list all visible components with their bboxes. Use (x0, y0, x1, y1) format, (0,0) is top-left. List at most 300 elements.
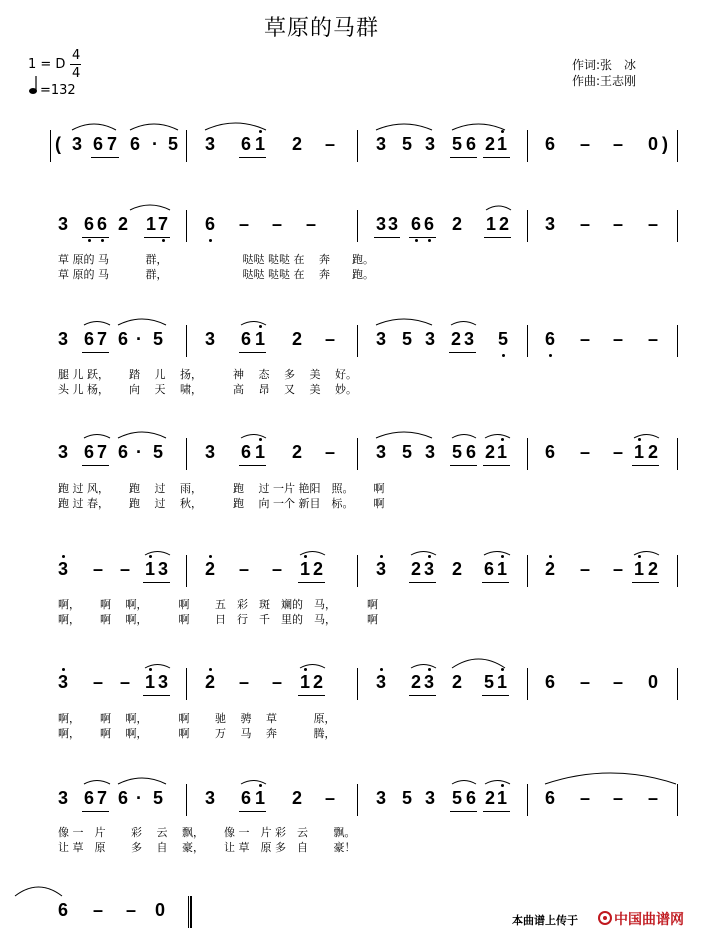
bar-line (677, 784, 678, 816)
note-glyph: 1 (497, 559, 508, 579)
bar-line (186, 325, 187, 357)
note-glyph: 2 (411, 559, 422, 579)
note-glyph: 6 (97, 214, 108, 234)
octave-dot-high (62, 668, 65, 671)
beam-line (450, 811, 477, 812)
note-glyph: – (325, 329, 336, 349)
note-glyph: 3 (376, 788, 387, 808)
note-glyph: 6 (545, 442, 556, 462)
note-glyph: 2 (452, 559, 463, 579)
bar-line (186, 438, 187, 470)
note-glyph: – (580, 442, 591, 462)
slur-arc (130, 205, 170, 210)
note-glyph: 2 (313, 559, 324, 579)
bar-line (527, 130, 528, 162)
site-name: 中国曲谱网 (614, 912, 684, 928)
time-signature-top: 4 (72, 48, 81, 63)
note-glyph: – (126, 900, 137, 920)
note-glyph: 3 (158, 559, 169, 579)
note-glyph: 5 (452, 788, 463, 808)
note-glyph: 3 (158, 672, 169, 692)
bar-line (357, 210, 358, 242)
slur-arc (376, 124, 432, 130)
note-glyph: – (580, 788, 591, 808)
slur-arc (376, 319, 432, 325)
note-glyph: 3 (58, 329, 69, 349)
note-glyph: 5 (402, 442, 413, 462)
slur-arc (411, 665, 436, 669)
note-glyph: 1 (497, 134, 508, 154)
note-glyph: 5 (402, 134, 413, 154)
octave-dot-high (501, 784, 504, 787)
note-glyph: 7 (158, 214, 169, 234)
note-glyph: · (136, 329, 142, 349)
note-glyph: 6 (241, 134, 252, 154)
slur-arc (452, 435, 476, 439)
note-glyph: 6 (466, 788, 477, 808)
note-glyph: 2 (292, 442, 303, 462)
slur-arc (452, 659, 505, 668)
note-glyph: 6 (545, 134, 556, 154)
note-glyph: – (580, 672, 591, 692)
note-glyph: 2 (205, 672, 216, 692)
note-glyph: 7 (97, 329, 108, 349)
note-glyph: 2 (648, 442, 659, 462)
octave-dot-high (209, 668, 212, 671)
note-glyph: 1 (255, 788, 266, 808)
octave-dot-low (502, 354, 505, 357)
note-glyph: 3 (425, 788, 436, 808)
note-glyph: 2 (452, 214, 463, 234)
note-glyph: 2 (485, 788, 496, 808)
octave-dot-high (259, 784, 262, 787)
slur-arc (84, 781, 110, 785)
note-glyph: 6 (411, 214, 422, 234)
note-glyph: 6 (241, 788, 252, 808)
bar-line (357, 325, 358, 357)
note-glyph: 3 (425, 329, 436, 349)
beam-line (143, 582, 170, 583)
beam-line (239, 465, 266, 466)
slur-arc (485, 781, 510, 785)
note-glyph: 2 (205, 559, 216, 579)
octave-dot-high (428, 668, 431, 671)
slur-arc (241, 435, 266, 439)
note-glyph: 6 (84, 214, 95, 234)
note-glyph: – (120, 559, 131, 579)
beam-line (409, 237, 436, 238)
bar-line (677, 668, 678, 700)
note-glyph: – (93, 672, 104, 692)
beam-line (632, 465, 659, 466)
beam-line (409, 582, 436, 583)
note-glyph: ) (662, 134, 668, 154)
note-glyph: 7 (97, 442, 108, 462)
note-glyph: 3 (376, 134, 387, 154)
bar-line (527, 210, 528, 242)
octave-dot-high (501, 130, 504, 133)
lyricist-credit: 作词:张 冰 (572, 58, 637, 72)
slur-arc (15, 887, 62, 896)
bar-line (677, 325, 678, 357)
octave-dot-low (209, 239, 212, 242)
note-glyph: 6 (205, 214, 216, 234)
bar-line (186, 555, 187, 587)
lyric-line-2: 头 儿 杨， 向 天 啸， 高 昂 又 美 妙。 (58, 383, 357, 396)
beam-line (82, 811, 109, 812)
key-signature: 1 = D (28, 57, 66, 72)
octave-dot-high (638, 438, 641, 441)
lyric-line-1: 跑 过 风， 跑 过 雨， 跑 过 一片 艳阳 照。 啊 (58, 482, 385, 495)
note-glyph: 2 (118, 214, 129, 234)
lyric-line-1: 啊， 啊 啊， 啊 驰 骋 草 原， (58, 712, 336, 725)
note-glyph: – (648, 214, 659, 234)
bar-line (527, 555, 528, 587)
lyric-line-2: 啊， 啊 啊， 啊 日 行 千 里的 马， 啊 (58, 613, 378, 626)
time-signature-bottom: 4 (72, 66, 81, 81)
note-glyph: ( (55, 134, 61, 154)
note-glyph: 3 (545, 214, 556, 234)
note-glyph: 3 (424, 672, 435, 692)
note-glyph: 5 (153, 442, 164, 462)
slur-arc (84, 435, 110, 439)
slur-arc (545, 773, 676, 784)
note-glyph: – (93, 559, 104, 579)
note-glyph: 2 (292, 134, 303, 154)
note-glyph: 1 (486, 214, 497, 234)
note-glyph: – (272, 214, 283, 234)
note-glyph: 3 (58, 672, 69, 692)
bar-line (527, 325, 528, 357)
note-glyph: 7 (97, 788, 108, 808)
note-glyph: – (272, 672, 283, 692)
bar-line (357, 668, 358, 700)
note-glyph: 1 (255, 442, 266, 462)
note-glyph: – (648, 329, 659, 349)
note-glyph: 5 (498, 329, 509, 349)
note-glyph: 1 (146, 214, 157, 234)
note-glyph: 3 (424, 559, 435, 579)
octave-dot-high (638, 555, 641, 558)
note-glyph: 6 (484, 559, 495, 579)
note-glyph: 3 (464, 329, 475, 349)
note-glyph: 5 (153, 329, 164, 349)
note-glyph: 3 (376, 214, 387, 234)
bar-line (357, 130, 358, 162)
note-glyph: – (239, 672, 250, 692)
octave-dot-low (88, 239, 91, 242)
note-glyph: 1 (497, 442, 508, 462)
beam-line (82, 465, 109, 466)
octave-dot-high (549, 555, 552, 558)
lyric-line-1: 草 原的 马 群， 哒哒 哒哒 在 奔 跑。 (58, 253, 374, 266)
note-glyph: 3 (72, 134, 83, 154)
octave-dot-high (304, 668, 307, 671)
octave-dot-low (549, 354, 552, 357)
slur-arc (485, 435, 510, 439)
note-glyph: 5 (452, 442, 463, 462)
beam-line (482, 695, 509, 696)
note-glyph: 6 (118, 788, 129, 808)
note-glyph: 3 (58, 442, 69, 462)
note-glyph: 1 (145, 559, 156, 579)
note-glyph: – (580, 134, 591, 154)
note-glyph: – (120, 672, 131, 692)
slur-arc (376, 432, 432, 438)
note-glyph: 2 (485, 442, 496, 462)
note-glyph: 6 (58, 900, 69, 920)
slur-arc (72, 124, 116, 130)
note-glyph: – (306, 214, 317, 234)
note-glyph: 1 (497, 788, 508, 808)
slur-arc (411, 552, 436, 556)
beam-line (483, 157, 510, 158)
beam-line (409, 695, 436, 696)
octave-dot-high (380, 555, 383, 558)
note-glyph: – (613, 559, 624, 579)
note-glyph: – (239, 214, 250, 234)
bar-line (186, 668, 187, 700)
note-glyph: – (580, 559, 591, 579)
octave-dot-high (209, 555, 212, 558)
octave-dot-high (259, 438, 262, 441)
bar-line (357, 784, 358, 816)
note-glyph: – (613, 329, 624, 349)
lyric-line-1: 啊， 啊 啊， 啊 五 彩 斑 斓的 马， 啊 (58, 598, 378, 611)
site-logo-icon (598, 910, 612, 924)
note-glyph: 6 (130, 134, 141, 154)
note-glyph: 6 (118, 442, 129, 462)
beam-line (91, 157, 119, 158)
slur-arc (84, 322, 110, 326)
note-glyph: 6 (84, 442, 95, 462)
lyric-line-2: 啊， 啊 啊， 啊 万 马 奔 腾， (58, 727, 336, 740)
lyric-line-1: 像 一 片 彩 云 飘， 像 一 片 彩 云 飘。 (58, 826, 356, 839)
note-glyph: 6 (545, 329, 556, 349)
note-glyph: – (325, 788, 336, 808)
note-glyph: 2 (313, 672, 324, 692)
beam-line (484, 237, 511, 238)
note-glyph: 2 (545, 559, 556, 579)
lyric-line-2: 让 草 原 多 自 豪， 让 草 原 多 自 豪！ (58, 841, 356, 854)
note-glyph: · (152, 134, 158, 154)
note-glyph: – (272, 559, 283, 579)
note-glyph: 1 (300, 559, 311, 579)
slur-arc (118, 778, 166, 784)
note-glyph: 5 (452, 134, 463, 154)
beam-line (239, 157, 266, 158)
beam-line (450, 157, 477, 158)
slur-arc (452, 781, 476, 785)
note-glyph: 3 (58, 559, 69, 579)
note-glyph: 1 (497, 672, 508, 692)
note-glyph: 5 (402, 788, 413, 808)
slur-arc (130, 124, 178, 130)
note-glyph: 1 (634, 559, 645, 579)
note-glyph: – (325, 442, 336, 462)
note-glyph: 3 (425, 442, 436, 462)
note-glyph: 5 (168, 134, 179, 154)
octave-dot-low (162, 239, 165, 242)
lyric-line-1: 腿 儿 跃， 踏 儿 扬， 神 态 多 美 好。 (58, 368, 357, 381)
note-glyph: – (613, 788, 624, 808)
slur-arc (241, 781, 266, 785)
note-glyph: 6 (118, 329, 129, 349)
note-glyph: – (325, 134, 336, 154)
bar-line (188, 896, 189, 928)
bar-line (50, 130, 51, 162)
note-glyph: 3 (58, 214, 69, 234)
lyric-line-2: 草 原的 马 群， 哒哒 哒哒 在 奔 跑。 (58, 268, 374, 281)
note-glyph: 3 (376, 329, 387, 349)
note-glyph: – (613, 672, 624, 692)
beam-line (82, 352, 109, 353)
note-glyph: 3 (205, 788, 216, 808)
note-glyph: 6 (84, 329, 95, 349)
note-glyph: 1 (634, 442, 645, 462)
bar-line (190, 896, 192, 928)
bar-line (357, 555, 358, 587)
beam-line (298, 582, 325, 583)
bar-line (677, 555, 678, 587)
beam-line (449, 352, 476, 353)
note-glyph: 0 (155, 900, 166, 920)
note-glyph: 6 (241, 442, 252, 462)
note-glyph: 6 (84, 788, 95, 808)
octave-dot-low (101, 239, 104, 242)
octave-dot-high (259, 130, 262, 133)
slur-arc (118, 319, 166, 325)
note-glyph: 3 (388, 214, 399, 234)
octave-dot-high (149, 668, 152, 671)
note-glyph: 0 (648, 672, 659, 692)
octave-dot-low (428, 239, 431, 242)
slur-arc (205, 123, 266, 130)
beam-line (143, 695, 170, 696)
note-glyph: 2 (292, 788, 303, 808)
octave-dot-high (428, 555, 431, 558)
note-glyph: 2 (451, 329, 462, 349)
lyric-line-2: 跑 过 春， 跑 过 秋， 跑 向 一个 新目 标。 啊 (58, 497, 385, 510)
slur-arc (452, 124, 505, 130)
slur-arc (118, 432, 166, 438)
beam-line (374, 237, 400, 238)
beam-line (82, 237, 109, 238)
note-glyph: 3 (205, 134, 216, 154)
bar-line (186, 130, 187, 162)
note-glyph: – (580, 329, 591, 349)
note-glyph: – (239, 559, 250, 579)
bar-line (186, 210, 187, 242)
note-glyph: – (648, 788, 659, 808)
note-glyph: 3 (376, 672, 387, 692)
slur-arc (241, 322, 266, 326)
note-glyph: – (613, 442, 624, 462)
beam-line (239, 352, 266, 353)
note-glyph: 3 (376, 442, 387, 462)
note-glyph: 5 (402, 329, 413, 349)
octave-dot-high (501, 555, 504, 558)
octave-dot-high (501, 668, 504, 671)
slur-arc (451, 322, 476, 326)
slur-arc (486, 206, 511, 210)
bar-line (357, 438, 358, 470)
note-glyph: – (580, 214, 591, 234)
bar-line (527, 668, 528, 700)
octave-dot-high (62, 555, 65, 558)
note-glyph: 6 (424, 214, 435, 234)
note-glyph: 2 (452, 672, 463, 692)
octave-dot-high (501, 438, 504, 441)
beam-line (144, 237, 170, 238)
upload-note: 本曲谱上传于 (512, 914, 578, 927)
song-title: 草原的马群 (264, 16, 380, 41)
bar-line (677, 438, 678, 470)
note-glyph: 1 (255, 134, 266, 154)
note-glyph: 1 (300, 672, 311, 692)
note-glyph: 3 (205, 442, 216, 462)
note-glyph: 2 (485, 134, 496, 154)
note-glyph: 2 (292, 329, 303, 349)
bar-line (677, 210, 678, 242)
beam-line (632, 582, 659, 583)
beam-line (483, 811, 510, 812)
note-glyph: 5 (153, 788, 164, 808)
note-glyph: 3 (205, 329, 216, 349)
bar-line (677, 130, 678, 162)
beam-line (298, 695, 325, 696)
note-glyph: 5 (484, 672, 495, 692)
note-glyph: – (613, 214, 624, 234)
slur-arc (484, 552, 510, 556)
octave-dot-high (380, 668, 383, 671)
octave-dot-high (259, 325, 262, 328)
note-glyph: 6 (93, 134, 104, 154)
beam-line (450, 465, 477, 466)
note-glyph: 0 (648, 134, 659, 154)
note-glyph: · (136, 788, 142, 808)
note-glyph: 2 (411, 672, 422, 692)
note-glyph: 6 (466, 134, 477, 154)
note-glyph: 6 (466, 442, 477, 462)
beam-line (482, 582, 509, 583)
bar-line (186, 784, 187, 816)
tempo-marking: =132 (40, 83, 76, 98)
note-glyph: – (613, 134, 624, 154)
beam-line (239, 811, 266, 812)
note-glyph: 3 (425, 134, 436, 154)
composer-credit: 作曲:王志刚 (572, 74, 637, 88)
note-glyph: 2 (499, 214, 510, 234)
note-glyph: 6 (241, 329, 252, 349)
octave-dot-high (304, 555, 307, 558)
bar-line (527, 784, 528, 816)
beam-line (483, 465, 510, 466)
bar-line (527, 438, 528, 470)
note-glyph: – (93, 900, 104, 920)
note-glyph: 1 (255, 329, 266, 349)
note-glyph: 6 (545, 672, 556, 692)
note-glyph: 7 (107, 134, 118, 154)
note-glyph: 3 (376, 559, 387, 579)
note-glyph: · (136, 442, 142, 462)
octave-dot-high (149, 555, 152, 558)
note-glyph: 2 (648, 559, 659, 579)
note-glyph: 1 (145, 672, 156, 692)
note-glyph: 3 (58, 788, 69, 808)
note-glyph: 6 (545, 788, 556, 808)
octave-dot-low (415, 239, 418, 242)
